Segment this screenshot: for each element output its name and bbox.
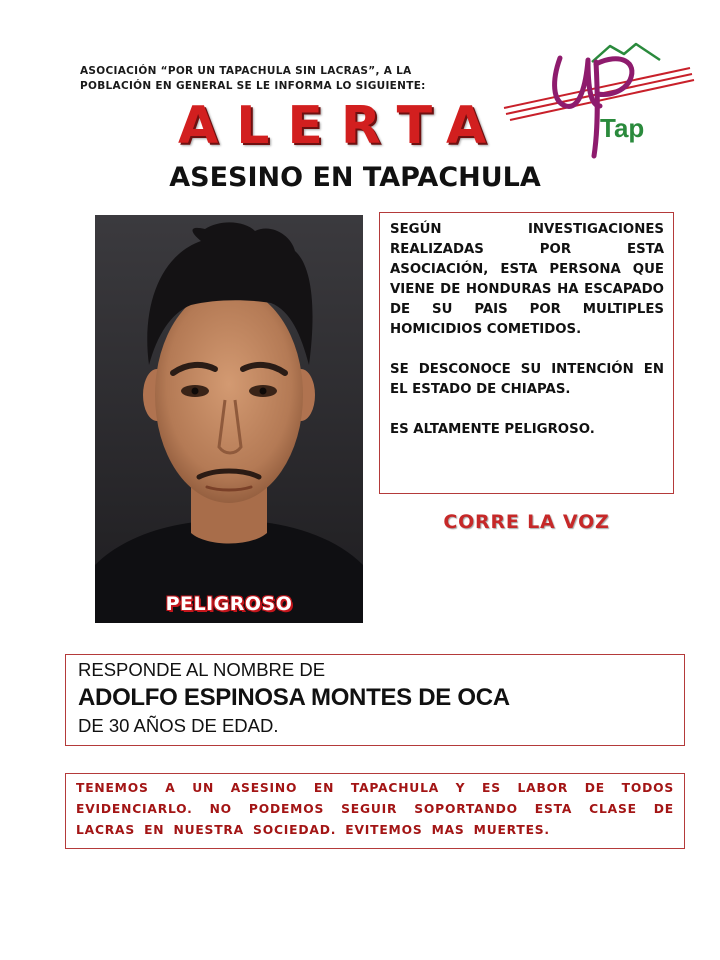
spread-the-word-text: CORRE LA VOZ: [443, 511, 610, 533]
suspect-name: ADOLFO ESPINOSA MONTES DE OCA: [78, 684, 510, 711]
logo-text: Tap: [600, 113, 645, 143]
suspect-photo: [95, 215, 363, 623]
intro-text: [80, 64, 500, 94]
investigation-paragraph-1: SEGÚN INVESTIGACIONES REALIZADAS POR ESTA ASOCIACIÓN, ESTA PERSONA QUE VIENE DE HONDURAS HA ESCAPADO DE SU PAIS POR MULTIPLES HOMICIDIOS COMETIDOS.: [390, 222, 664, 337]
investigation-box: [379, 212, 674, 494]
logo-graphic: [500, 40, 700, 160]
danger-label: PELIGROSO: [165, 593, 293, 615]
headline: ASESINO EN TAPACHULA: [169, 162, 541, 193]
alert-title: ALERTA: [178, 96, 505, 156]
identity-box: [65, 654, 685, 746]
intro-line-1: ASOCIACIÓN “POR UN TAPACHULA SIN LACRAS”, A LA: [80, 65, 412, 77]
closing-message: TENEMOS A UN ASESINO EN TAPACHULA Y ES LABOR DE TODOS EVIDENCIARLO. NO PODEMOS SEGUIR SOPORTANDO ESTA CLASE DE LACRAS EN NUESTRA SOCIEDAD. EVITEMOS MAS MUERTES.: [65, 773, 685, 849]
intro-line-2: POBLACIÓN EN GENERAL SE LE INFORMA LO SIGUIENTE:: [80, 80, 426, 92]
association-logo: [500, 40, 700, 160]
responds-to-label: RESPONDE AL NOMBRE DE: [78, 659, 326, 680]
suspect-age: DE 30 AÑOS DE EDAD.: [78, 715, 279, 736]
investigation-paragraph-3: ES ALTAMENTE PELIGROSO.: [390, 422, 595, 437]
suspect-portrait: [95, 215, 363, 623]
investigation-paragraph-2: SE DESCONOCE SU INTENCIÓN EN EL ESTADO DE CHIAPAS.: [390, 362, 664, 397]
